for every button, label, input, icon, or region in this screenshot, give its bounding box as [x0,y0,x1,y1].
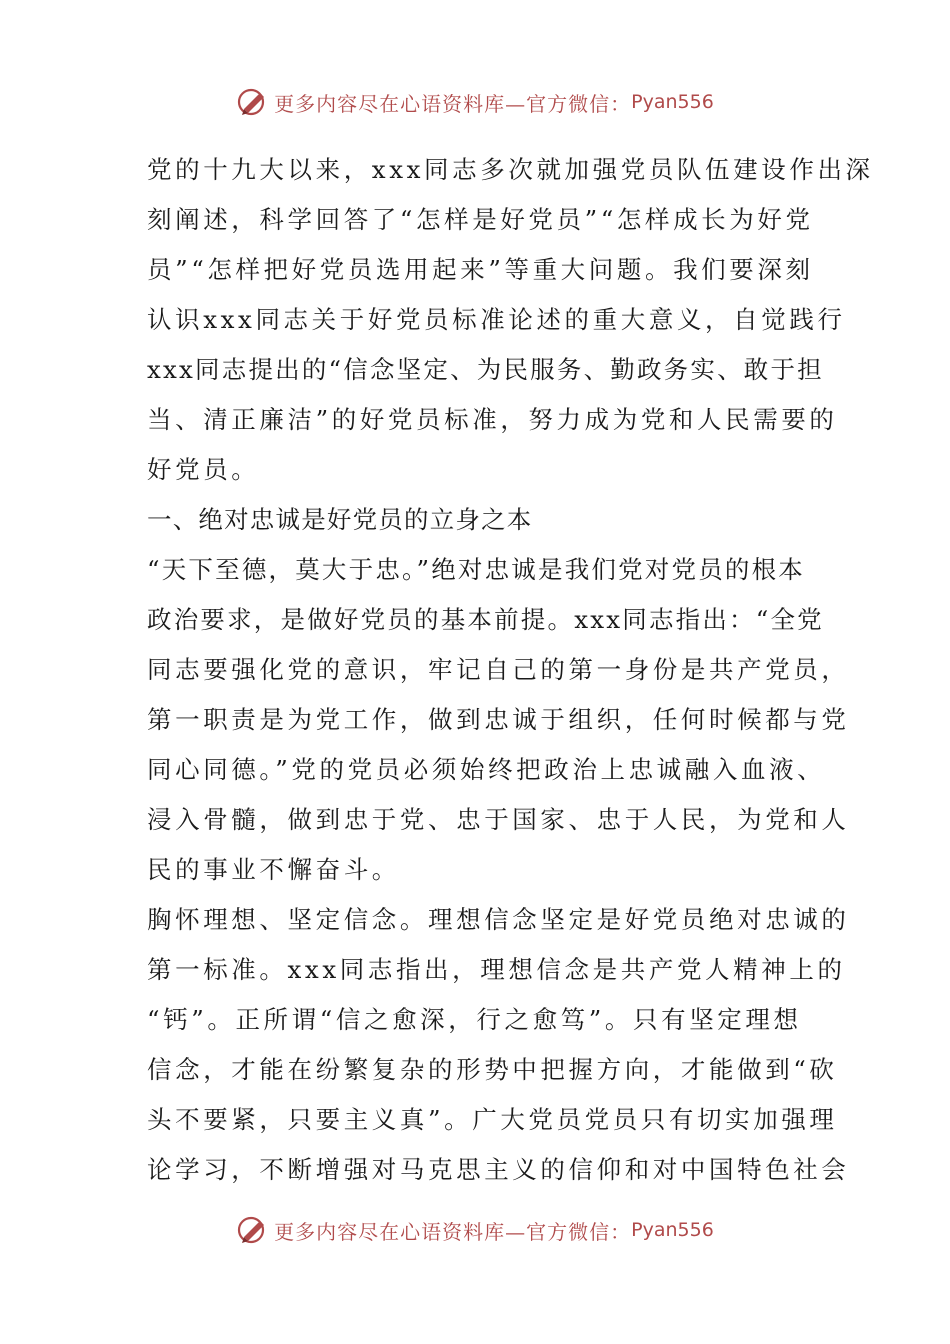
text-line: 论学习，不断增强对马克思主义的信仰和对中国特色社会 [147,1155,850,1184]
text-line: 信念，才能在纷繁复杂的形势中把握方向，才能做到“砍 [147,1055,838,1084]
text-line: 同心同德。”党的党员必须始终把政治上忠诚融入血液、 [147,755,826,784]
text-line: 党的十九大以来，xxx同志多次就加强党员队伍建设作出深 [147,155,874,184]
text-line: “天下至德，莫大于忠。”绝对忠诚是我们党对党员的根本 [147,555,805,584]
header-watermark [0,80,950,124]
text-line: “钙”。正所谓“信之愈深，行之愈笃”。只有坚定理想 [147,1005,802,1034]
text-line: 民的事业不懈奋斗。 [147,855,400,884]
text-line: 同志要强化党的意识，牢记自己的第一身份是共产党员， [147,655,850,684]
banner-text: 更多内容尽在心语资料库—官方微信： [274,1219,632,1244]
text-line: 好党员。 [147,455,260,484]
banner-wechat-id: Pyan556 [631,91,714,113]
pen-logo-icon [236,1213,270,1247]
text-line: 头不要紧，只要主义真”。广大党员党员只有切实加强理 [147,1105,838,1134]
section-heading: 一、绝对忠诚是好党员的立身之本 [147,505,533,534]
text-line: 浸入骨髓，做到忠于党、忠于国家、忠于人民，为党和人 [147,805,850,834]
text-line: 胸怀理想、坚定信念。理想信念坚定是好党员绝对忠诚的 [147,905,850,934]
text-line: 政治要求，是做好党员的基本前提。xxx同志指出：“全党 [147,605,824,634]
banner-text: 更多内容尽在心语资料库—官方微信： [274,91,632,116]
text-line: 认识xxx同志关于好党员标准论述的重大意义，自觉践行 [147,305,846,334]
text-line: 第一职责是为党工作，做到忠诚于组织，任何时候都与党 [147,705,850,734]
text-line: 当、清正廉洁”的好党员标准，努力成为党和人民需要的 [147,405,838,434]
footer-watermark [0,1208,950,1252]
text-line: 员”“怎样把好党员选用起来”等重大问题。我们要深刻 [147,255,814,284]
text-line: xxx同志提出的“信念坚定、为民服务、勤政务实、敢于担 [147,355,824,384]
text-line: 第一标准。xxx同志指出，理想信念是共产党人精神上的 [147,955,846,984]
banner-wechat-id: Pyan556 [631,1219,714,1241]
pen-logo-icon [236,85,270,119]
text-line: 刻阐述，科学回答了“怎样是好党员”“怎样成长为好党 [147,205,814,234]
document-body [147,145,874,1195]
